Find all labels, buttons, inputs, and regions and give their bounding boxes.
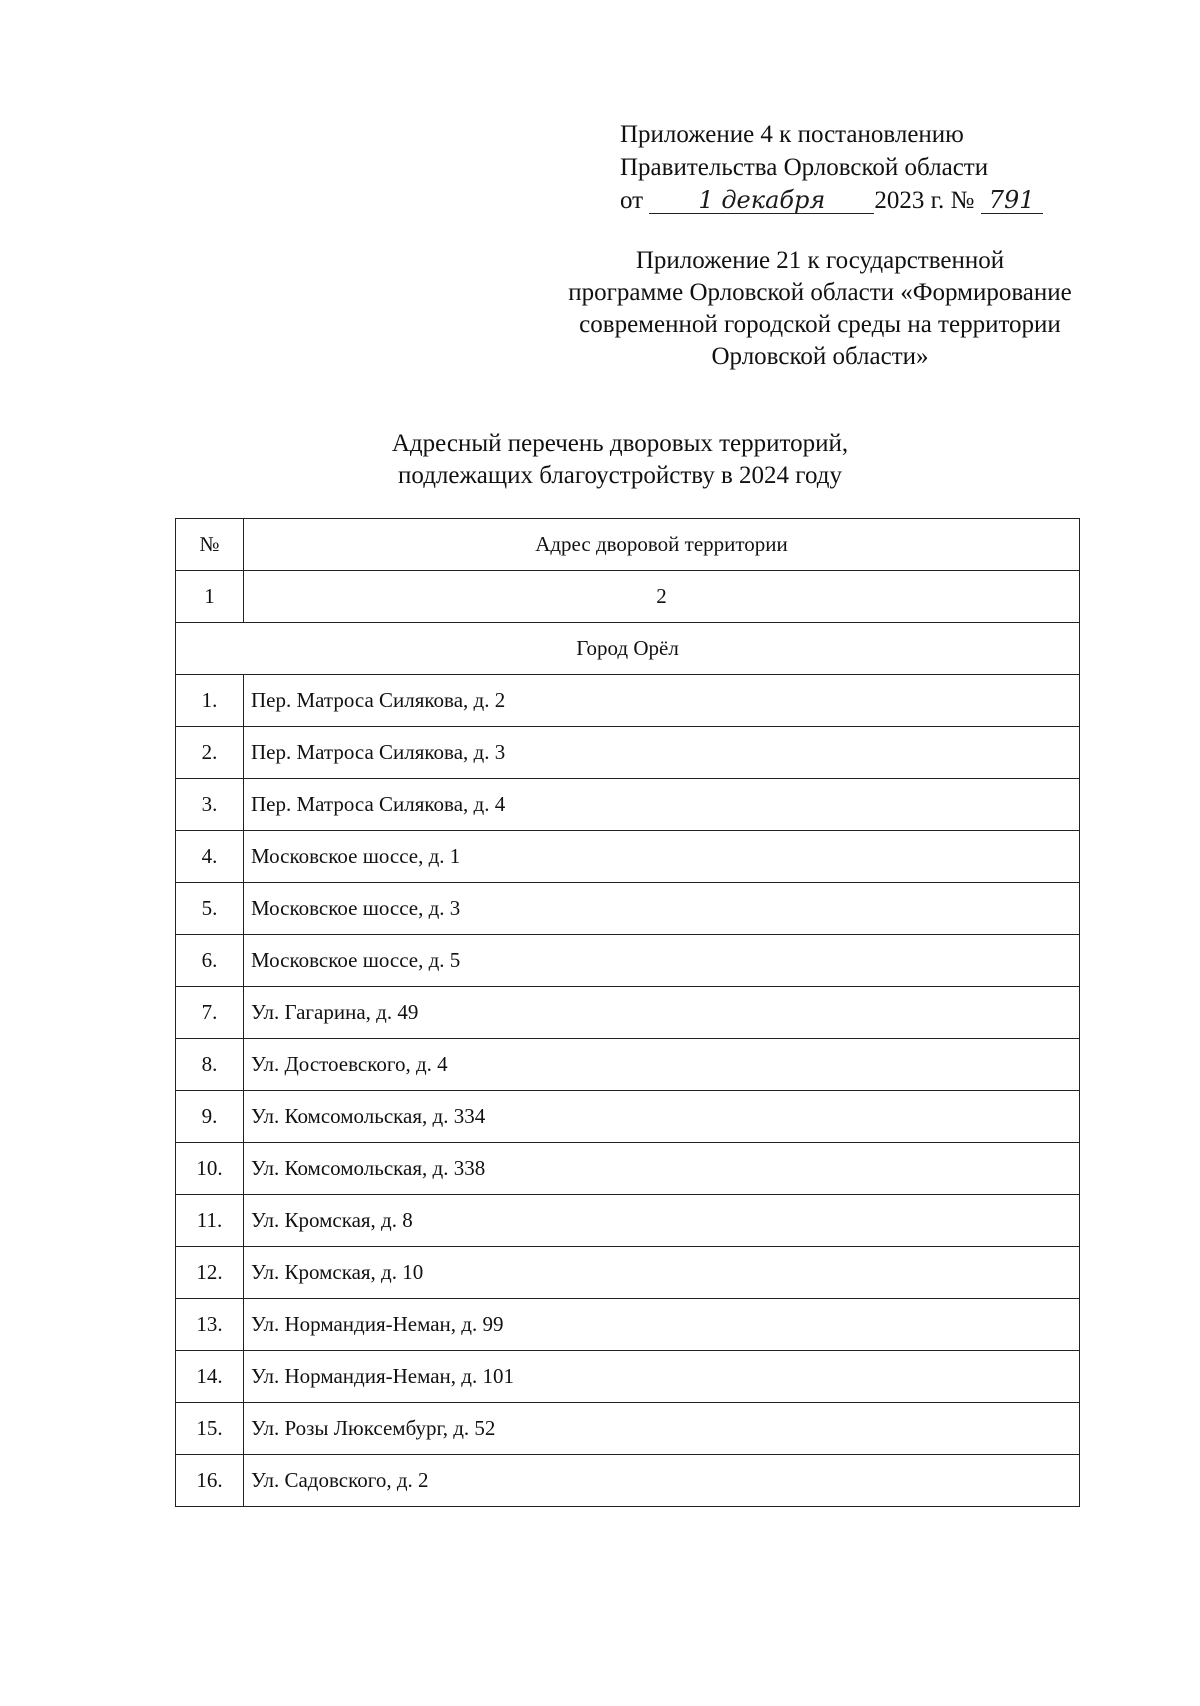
row-address: Ул. Достоевского, д. 4 — [244, 1039, 1080, 1091]
row-number: 6. — [176, 935, 244, 987]
table-row — [176, 1247, 1080, 1299]
row-number: 5. — [176, 883, 244, 935]
row-number: 7. — [176, 987, 244, 1039]
row-address: Пер. Матроса Силякова, д. 2 — [244, 675, 1080, 727]
column-index-row — [176, 571, 1080, 623]
table-row — [176, 727, 1080, 779]
row-address: Ул. Кромская, д. 8 — [244, 1195, 1080, 1247]
table-row — [176, 1091, 1080, 1143]
handwritten-number: 791 — [981, 187, 1043, 214]
table-row — [176, 935, 1080, 987]
row-address: Ул. Садовского, д. 2 — [244, 1455, 1080, 1507]
row-address: Московское шоссе, д. 1 — [244, 831, 1080, 883]
table-row — [176, 1455, 1080, 1507]
row-address: Ул. Комсомольская, д. 338 — [244, 1143, 1080, 1195]
handwritten-date: 1 декабря — [649, 187, 874, 214]
row-number: 11. — [176, 1195, 244, 1247]
date-prefix: от — [620, 187, 644, 214]
row-address: Ул. Комсомольская, д. 334 — [244, 1091, 1080, 1143]
program-line-1: Приложение 21 к государственной — [635, 247, 1005, 274]
row-number: 1. — [176, 675, 244, 727]
row-address: Ул. Кромская, д. 10 — [244, 1247, 1080, 1299]
document-title — [300, 428, 940, 492]
table-row — [176, 1299, 1080, 1351]
header-date-line — [620, 184, 1043, 217]
program-line-2: программе Орловской области «Формирование — [568, 279, 1072, 306]
row-address: Пер. Матроса Силякова, д. 4 — [244, 779, 1080, 831]
section-row — [176, 623, 1080, 675]
resolution-header — [620, 118, 1035, 217]
table-row — [176, 675, 1080, 727]
row-number: 3. — [176, 779, 244, 831]
table-row — [176, 1195, 1080, 1247]
column-header-number: № — [176, 519, 244, 571]
row-number: 2. — [176, 727, 244, 779]
row-number: 12. — [176, 1247, 244, 1299]
row-address: Ул. Гагарина, д. 49 — [244, 987, 1080, 1039]
row-number: 10. — [176, 1143, 244, 1195]
row-number: 9. — [176, 1091, 244, 1143]
header-line-2: Правительства Орловской области — [620, 154, 989, 181]
table-row — [176, 779, 1080, 831]
row-number: 15. — [176, 1403, 244, 1455]
title-line-2: подлежащих благоустройству в 2024 году — [398, 462, 842, 489]
title-line-1: Адресный перечень дворовых территорий, — [391, 430, 849, 457]
column-header-address: Адрес дворовой территории — [244, 519, 1080, 571]
program-line-3: современной городской среды на территории — [579, 311, 1061, 338]
table-row — [176, 987, 1080, 1039]
column-index-number: 1 — [176, 571, 244, 623]
row-number: 8. — [176, 1039, 244, 1091]
program-line-4: Орловской области» — [711, 343, 929, 370]
table-row — [176, 883, 1080, 935]
address-table — [175, 518, 1080, 1507]
row-number: 16. — [176, 1455, 244, 1507]
row-address: Ул. Нормандия-Неман, д. 101 — [244, 1351, 1080, 1403]
row-number: 14. — [176, 1351, 244, 1403]
column-index-address: 2 — [244, 571, 1080, 623]
row-number: 13. — [176, 1299, 244, 1351]
row-address: Ул. Нормандия-Неман, д. 99 — [244, 1299, 1080, 1351]
row-number: 4. — [176, 831, 244, 883]
program-reference — [520, 245, 1120, 373]
table-row — [176, 1403, 1080, 1455]
row-address: Московское шоссе, д. 3 — [244, 883, 1080, 935]
row-address: Московское шоссе, д. 5 — [244, 935, 1080, 987]
table-header-row — [176, 519, 1080, 571]
row-address: Ул. Розы Люксембург, д. 52 — [244, 1403, 1080, 1455]
row-address: Пер. Матроса Силякова, д. 3 — [244, 727, 1080, 779]
header-line-1: Приложение 4 к постановлению — [620, 121, 964, 148]
section-city: Город Орёл — [176, 623, 1080, 675]
table-row — [176, 831, 1080, 883]
date-year: 2023 г. № — [874, 187, 975, 214]
table-row — [176, 1351, 1080, 1403]
table-row — [176, 1039, 1080, 1091]
table-row — [176, 1143, 1080, 1195]
